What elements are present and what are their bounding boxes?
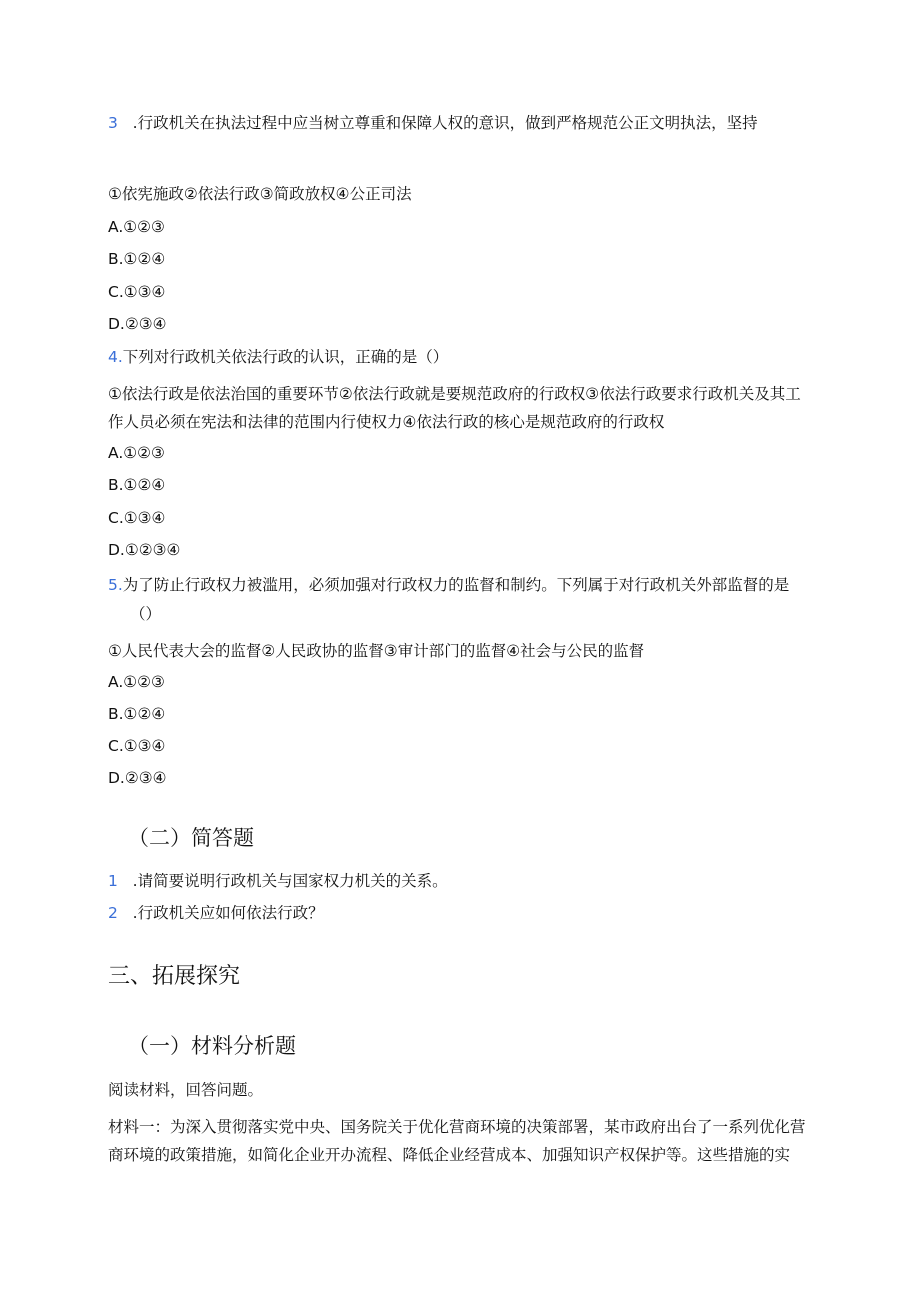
material-paragraph-line-2: 商环境的政策措施，如简化企业开办流程、降低企业经营成本、加强知识产权保护等。这些措施的实 [108,1146,791,1164]
short-answer-question-2 [108,903,324,923]
option-a: A.①②③ [108,218,165,236]
section-heading-short-answer: （二）简答题 [128,826,254,850]
question-4-stem [108,347,448,367]
question-number: 3 [108,114,118,132]
question-text: 下列对行政机关依法行政的认识，正确的是（） [122,348,449,366]
question-5-stem-continuation: （） [130,605,162,623]
option-a: A.①②③ [108,673,165,691]
question-text: .行政机关在执法过程中应当树立尊重和保障人权的意识，做到严格规范公正文明执法，坚持 [132,114,758,132]
question-5-stem [108,575,789,595]
option-c: C.①③④ [108,509,166,527]
option-d: D.①②③④ [108,541,181,559]
option-c: C.①③④ [108,283,166,301]
question-number: 1 [108,872,118,890]
question-3-items: ①依宪施政②依法行政③简政放权④公正司法 [108,185,412,203]
option-c: C.①③④ [108,737,166,755]
question-text: .请简要说明行政机关与国家权力机关的关系。 [132,872,448,890]
option-b: B.①②④ [108,476,166,494]
option-a: A.①②③ [108,444,165,462]
question-5-items: ①人民代表大会的监督②人民政协的监督③审计部门的监督④社会与公民的监督 [108,642,645,660]
question-4-items-line-2: 作人员必须在宪法和法律的范围内行使权力④依法行政的核心是规范政府的行政权 [108,413,665,431]
question-number: 4. [108,348,123,366]
question-number: 5. [108,576,123,594]
option-d: D.②③④ [108,769,167,787]
question-text: .行政机关应如何依法行政？ [132,904,324,922]
short-answer-question-1 [108,871,448,891]
question-3-stem [108,113,758,133]
option-b: B.①②④ [108,705,166,723]
instruction-text: 阅读材料，回答问题。 [108,1081,264,1099]
question-4-items-line-1: ①依法行政是依法治国的重要环节②依法行政就是要规范政府的行政权③依法行政要求行政机关及其工 [108,385,801,403]
option-b: B.①②④ [108,250,166,268]
question-number: 2 [108,904,118,922]
question-text: 为了防止行政权力被滥用，必须加强对行政权力的监督和制约。下列属于对行政机关外部监督的是 [122,576,790,594]
material-paragraph-line-1: 材料一：为深入贯彻落实党中央、国务院关于优化营商环境的决策部署，某市政府出台了一系列优化营 [108,1118,806,1136]
section-heading-material-analysis: （一）材料分析题 [128,1034,296,1058]
section-heading-extension: 三、拓展探究 [108,964,241,989]
option-d: D.②③④ [108,315,167,333]
